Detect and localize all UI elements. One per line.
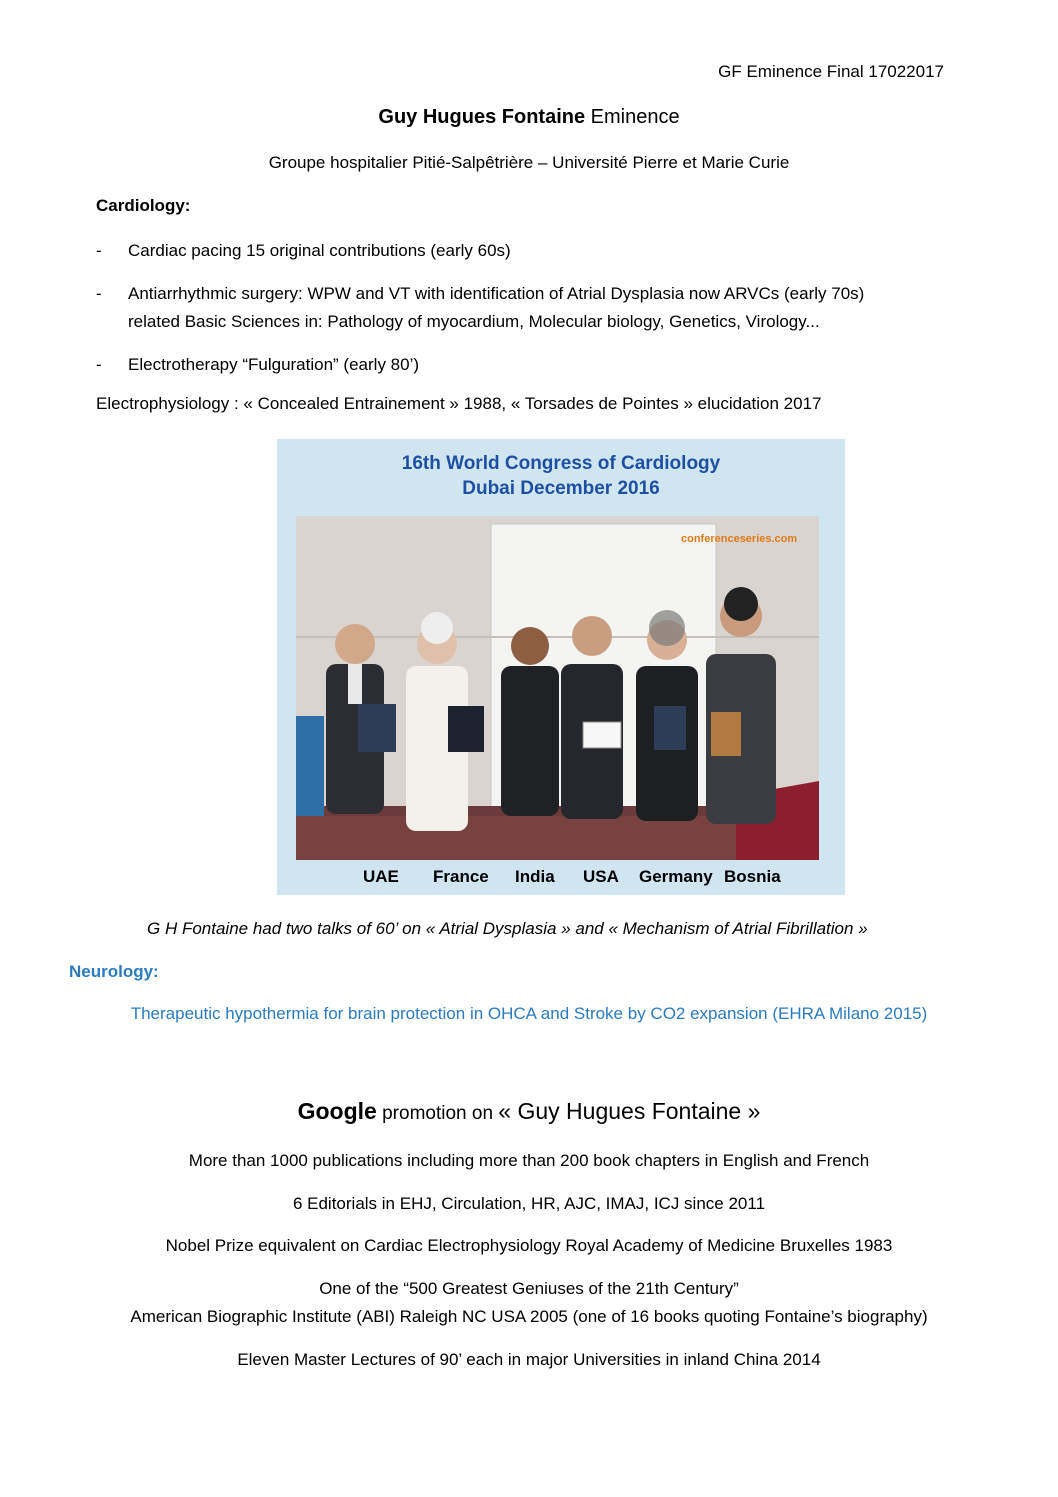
country-label: USA — [583, 867, 619, 886]
achievement-line: Nobel Prize equivalent on Cardiac Electrophysiology Royal Academy of Medicine Bruxelles 1983 — [165, 1236, 893, 1255]
neurology-text: Therapeutic hypothermia for brain protection in OHCA and Stroke by CO2 expansion (EHRA Milano 2015) — [130, 1004, 928, 1023]
neurology-heading: Neurology: — [69, 962, 159, 981]
country-label: Bosnia — [724, 867, 781, 886]
country-label: France — [433, 867, 489, 886]
cardiology-heading: Cardiology: — [96, 196, 191, 215]
congress-figure — [277, 439, 845, 895]
bullet-text: Antiarrhythmic surgery: WPW and VT with identification of Atrial Dysplasia now ARVCs (early 70s) — [128, 284, 865, 303]
bullet-text-continued: related Basic Sciences in: Pathology of myocardium, Molecular biology, Genetics, Virology... — [128, 312, 820, 331]
google-mid: promotion on — [376, 1103, 499, 1124]
google-word: Google — [297, 1098, 377, 1124]
bullet-text: Cardiac pacing 15 original contributions (early 60s) — [128, 241, 511, 260]
talk-note: G H Fontaine had two talks of 60’ on « Atrial Dysplasia » and « Mechanism of Atrial Fibrillation » — [147, 919, 868, 938]
figure-title-line2: Dubai December 2016 — [462, 478, 660, 499]
country-label: Germany — [639, 867, 713, 886]
document-reference: GF Eminence Final 17022017 — [718, 62, 944, 81]
title-name: Guy Hugues Fontaine — [378, 106, 586, 128]
bullet-text: Electrotherapy “Fulguration” (early 80’) — [128, 355, 420, 374]
google-heading — [0, 1098, 1058, 1125]
title-suffix: Eminence — [585, 106, 680, 128]
achievement-line: American Biographic Institute (ABI) Raleigh NC USA 2005 (one of 16 books quoting Fontaine’s biography) — [130, 1307, 928, 1326]
bullet-dash: - — [96, 241, 102, 260]
conference-banner-text: conferenceseries.com — [681, 533, 798, 545]
country-label: UAE — [363, 867, 399, 886]
affiliation: Groupe hospitalier Pitié-Salpêtrière – Université Pierre et Marie Curie — [268, 153, 790, 172]
figure-title-line1: 16th World Congress of Cardiology — [401, 453, 721, 474]
country-label: India — [515, 867, 555, 886]
page-title — [0, 106, 1058, 129]
achievement-line: Eleven Master Lectures of 90’ each in major Universities in inland China 2014 — [237, 1350, 821, 1369]
google-name: « Guy Hugues Fontaine » — [498, 1098, 761, 1124]
electrophysiology-line: Electrophysiology : « Concealed Entrainement » 1988, « Torsades de Pointes » elucidation 2017 — [96, 394, 822, 413]
bullet-dash: - — [96, 284, 102, 303]
achievement-line: 6 Editorials in EHJ, Circulation, HR, AJC, IMAJ, ICJ since 2011 — [292, 1194, 766, 1213]
group-photo-illustration — [296, 516, 819, 860]
bullet-dash: - — [96, 355, 102, 374]
achievement-line: One of the “500 Greatest Geniuses of the 21th Century” — [319, 1279, 739, 1298]
achievement-line: More than 1000 publications including more than 200 book chapters in English and French — [188, 1151, 870, 1170]
group-photo — [296, 516, 819, 860]
